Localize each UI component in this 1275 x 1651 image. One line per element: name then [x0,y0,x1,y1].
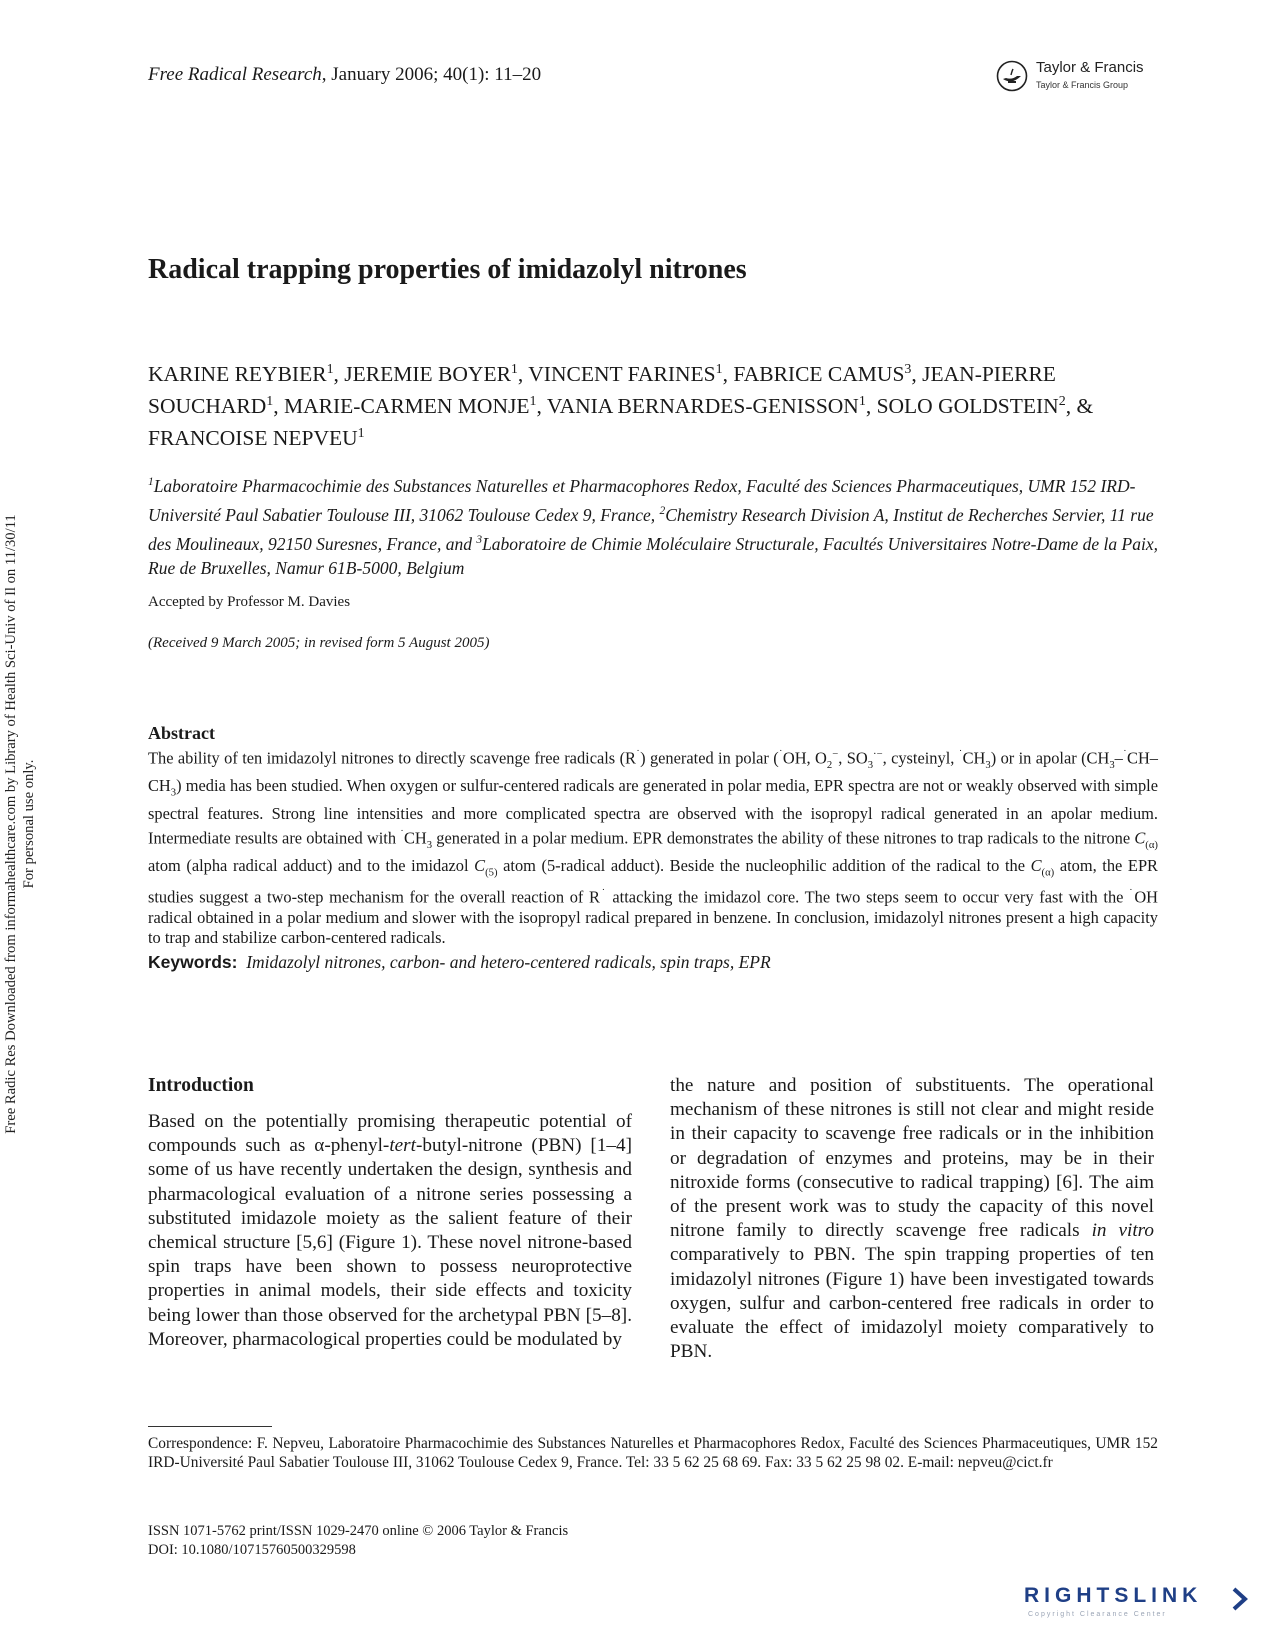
publisher-lamp-icon [996,60,1028,92]
abstract-text: The ability of ten imidazolyl nitrones to directly scavenge free radicals (R˙) generated in polar (˙OH, $O_2^-$, $SO_3^{\cdot-}$, cysteinyl, $^˙CH_3$) or in apolar $(CH_3-^˙CH-CH_3)$ media has been studied. When oxygen or sulfur-centered radicals are generated in polar media, EPR spectra are not or weakly observed with simple spectral features. Strong line intensities and more complicated spectra are observed with the isopropyl radical generated in an apolar medium. Intermediate results are obtained with $^˙CH_3$ generated in a polar medium. EPR demonstrates the ability of these nitrones to trap radicals to the nitrone $C_{(\alpha)}$ atom (alpha radical adduct) and to the imidazol $C_{(5)}$ atom (5-radical adduct). Beside the nucleophilic addition of the radical to the $C_{(\alpha)}$ atom, the EPR studies suggest a two-step mechanism for the overall reaction of R˙ attacking the imidazol core. The two steps seem to occur very fast with the ˙OH radical obtained in a polar medium and slower with the isopropyl radical prepared in benzene. In conclusion, imidazolyl nitrones present a high capacity to trap and stabilize carbon-centered radicals. [148,748,1158,948]
author: VINCENT FARINES$^1$, [528,362,734,387]
author: JEREMIE BOYER$^1$, [344,362,529,387]
author: FABRICE CAMUS$^3$, [733,362,923,387]
journal-name: Free Radical Research [148,64,322,85]
journal-citation [148,64,541,86]
author: FRANCOISE NEPVEU$^1$ [148,426,365,451]
issn-line: ISSN 1071-5762 print/ISSN 1029-2470 online © 2006 Taylor & Francis [148,1523,569,1539]
received-dates: (Received 9 March 2005; in revised form 5 August 2005) [148,635,490,651]
rightslink-logo[interactable] [1024,1584,1256,1628]
doi-line: DOI: 10.1080/10715760500329598 [148,1542,356,1558]
correspondence-note: Correspondence: F. Nepveu, Laboratoire Pharmacochimie des Substances Naturelles et Pharmacophores Redox, Faculté des Sciences Pharmaceutiques, UMR 152 IRD-Université Paul Sabatier Toulouse III, 31062 Toulouse Cedex 9, France. Tel: 33 5 62 25 68 69. Fax: 33 5 62 25 98 02. E-mail: nepveu@cict.fr [148,1435,1158,1471]
introduction-left-column: Based on the potentially promising therapeutic potential of compounds such as α-phenyl-tert-butyl-nitrone (PBN) [1–4] some of us have recently undertaken the design, synthesis and pharmacological evaluation of a nitrone series possessing a substituted imidazole moiety as the salient feature of their chemical structure [5,6] (Figure 1). These novel nitrone-based spin traps have been shown to possess neuroprotective properties in animal models, their side effects and toxicity being lower than those observed for the archetypal PBN [5–8]. Moreover, pharmacological properties could be modulated by [148,1111,632,1350]
affiliations: $^1$Laboratoire Pharmacochimie des Substances Naturelles et Pharmacophores Redox, Faculté des Sciences Pharmaceutiques, UMR 152 IRD-Université Paul Sabatier Toulouse III, 31062 Toulouse Cedex 9, France, $^2$Chemistry Research Division A, Institut de Recherches Servier, 11 rue des Moulineaux, 92150 Suresnes, France, and $^3$Laboratoire de Chimie Moléculaire Structurale, Facultés Universitaires Notre-Dame de la Paix, Rue de Bruxelles, Namur 61B-5000, Belgium [148,475,1158,579]
journal-issue: , January 2006; 40(1): 11–20 [321,64,542,85]
author-list [148,356,1143,452]
keywords [148,952,771,973]
publisher-name: Taylor & Francis [1036,59,1144,76]
introduction-right-column: the nature and position of substituents. The operational mechanism of these nitrones is still not clear and might reside in their capacity to scavenge free radicals or in the inhibition or degradation of enzymes and proteins, may be in their nitroxide forms (consecutive to radical trapping) [6]. The aim of the present work was to study the capacity of this novel nitrone family to directly scavenge free radicals in vitro comparatively to PBN. The spin trapping properties of ten imidazolyl nitrones (Figure 1) have been investigated towards oxygen, sulfur and carbon-centered free radicals in order to evaluate the effect of imidazolyl moiety comparatively to PBN. [670,1075,1155,1363]
author: SOLO GOLDSTEIN$^2$, & [876,394,1094,419]
publisher-logo [996,58,1156,98]
rightslink-label: RIGHTSLINK [1024,1584,1203,1607]
footnote-rule [148,1426,272,1427]
keywords-label: Keywords: [148,952,238,972]
author: KARINE REYBIER$^1$, [148,362,345,387]
author: VANIA BERNARDES-GENISSON$^1$, [546,394,877,419]
paper-title: Radical trapping properties of imidazolyl nitrones [148,254,747,285]
issn-doi [148,1522,568,1560]
abstract-heading: Abstract [148,723,215,743]
keywords-text: Imidazolyl nitrones, carbon- and hetero-centered radicals, spin traps, EPR [246,952,771,972]
rightslink-arrow-icon [1228,1586,1250,1612]
download-watermark: Free Radic Res Downloaded from informahealthcare.com by Library of Health Sci-Univ of Il on 11/30/11 For personal use only. [3,514,37,1134]
accepted-by: Accepted by Professor M. Davies [148,594,351,610]
publisher-group: Taylor & Francis Group [1036,80,1129,90]
author: MARIE-CARMEN MONJE$^1$, [284,394,547,419]
introduction-heading: Introduction [148,1075,254,1096]
author: JEAN-PIERRE SOUCHARD$^1$, [148,362,1056,419]
rightslink-subtitle: Copyright Clearance Center [1028,1611,1167,1618]
